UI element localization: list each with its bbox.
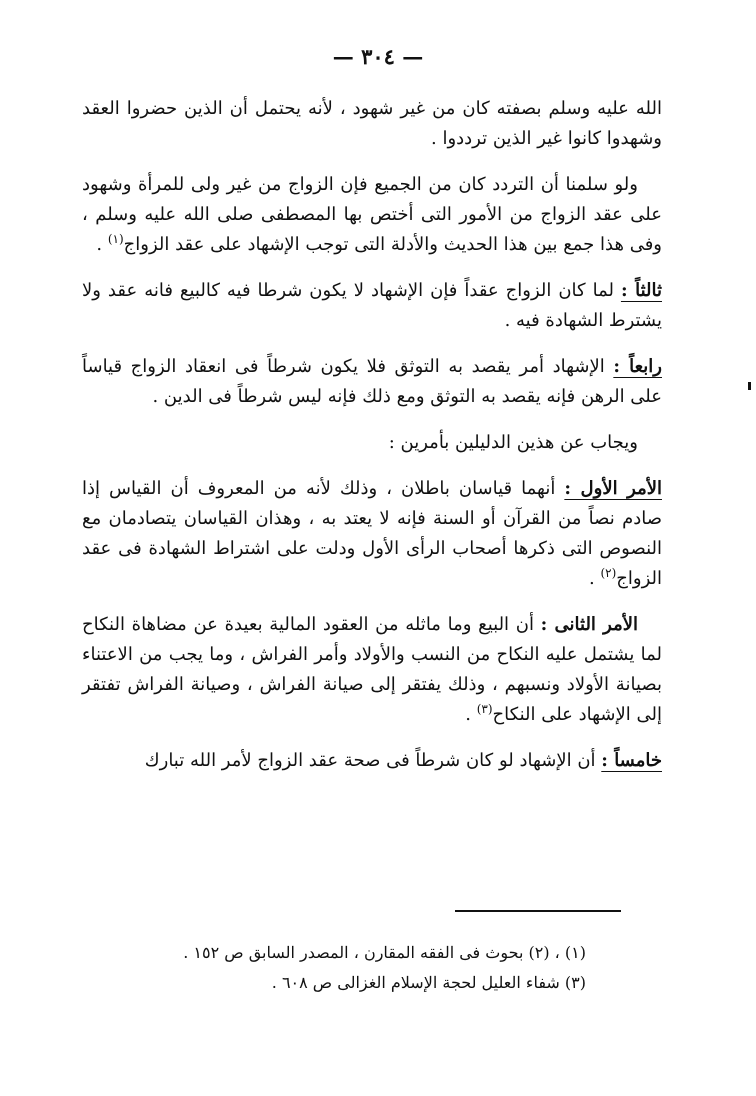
paragraph-fourthly bbox=[82, 352, 662, 412]
paragraph-thirdly-text: لما كان الزواج عقداً فإن الإشهاد لا يكون شرطا فيه كالبيع فانه عقد ولا يشترط الشهادة فيه . bbox=[82, 280, 662, 331]
paragraph-1-text: الله عليه وسلم بصفته كان من غير شهود ، لأنه يحتمل أن الذين حضروا العقد وشهدوا كانوا غير الذين ترددوا . bbox=[82, 98, 662, 149]
heading-second-matter: الأمر الثانى : bbox=[540, 614, 638, 635]
footnote-2: (٣) شفاء العليل لحجة الإسلام الغزالى ص ٦٠٨ . bbox=[271, 973, 586, 992]
paragraph-first-matter bbox=[82, 474, 662, 594]
footnote-ref-2: (٢) bbox=[600, 566, 617, 580]
paragraph-2-end: . bbox=[96, 234, 103, 255]
paragraph-2 bbox=[82, 170, 662, 260]
paragraph-second-matter-end: . bbox=[465, 704, 471, 725]
paragraph-second-matter-text: أن البيع وما ماثله من العقود المالية بعيدة عن مضاهاة النكاح لما يشتمل عليه النكاح من النسب والأولاد وأمر الفراش ، وما يجب من الاعتناء بصيانة الأولاد ونسبهم ، وذلك يفتقر إلى صيانة الفراش ، وصيانة الفراش تفتقر إلى الإشهاد على النكاح bbox=[82, 614, 662, 725]
paragraph-fifthly-text: أن الإشهاد لو كان شرطاً فى صحة عقد الزواج لأمر الله تبارك bbox=[144, 750, 602, 771]
footnotes bbox=[166, 938, 586, 998]
paragraph-2-text: ولو سلمنا أن التردد كان من الجميع فإن الزواج من غير ولى للمرأة وشهود على عقد الزواج من الأمور التى أختص بها المصطفى صلى الله عليه وسلم ، وفى هذا جمع بين هذا الحديث والأدلة التى توجب الإشهاد على عقد الزواج bbox=[82, 174, 662, 255]
paragraph-1 bbox=[82, 94, 662, 154]
heading-first-matter: الأمر الأول : bbox=[564, 478, 662, 499]
footnote-divider bbox=[455, 910, 621, 912]
scan-margin-mark bbox=[748, 382, 751, 390]
paragraph-reply-intro bbox=[82, 428, 662, 458]
heading-fifthly: خامساً : bbox=[601, 750, 662, 771]
heading-thirdly: ثالثاً : bbox=[620, 280, 662, 301]
paragraph-thirdly bbox=[82, 276, 662, 336]
body-text bbox=[82, 94, 662, 792]
paragraph-fifthly bbox=[82, 746, 662, 776]
heading-fourthly: رابعاً : bbox=[613, 356, 662, 377]
paragraph-first-matter-text: أنهما قياسان باطلان ، وذلك لأنه من المعروف أن القياس إذا صادم نصاً من القرآن أو السنة فإنه لا يعتد به ، وهذان القياسان يتصادمان مع النصوص التى ذكرها أصحاب الرأى الأول ودلت على اشتراط الشهادة فى عقد الزواج bbox=[82, 478, 663, 589]
paragraph-second-matter bbox=[82, 610, 662, 730]
page-number: — ٣٠٤ — bbox=[332, 44, 424, 69]
footnote-1: (١) ، (٢) بحوث فى الفقه المقارن ، المصدر السابق ص ١٥٢ . bbox=[183, 943, 586, 962]
footnote-ref-3: (٣) bbox=[476, 702, 493, 716]
paragraph-fourthly-text: الإشهاد أمر يقصد به التوثق فلا يكون شرطاً فى انعقاد الزواج قياساً على الرهن فإنه يقصد به التوثق ومع ذلك فإنه ليس شرطاً فى الدين . bbox=[82, 356, 662, 407]
paragraph-first-matter-end: . bbox=[588, 568, 595, 589]
footnote-ref-1: (١) bbox=[107, 232, 124, 246]
paragraph-reply-intro-text: ويجاب عن هذين الدليلين بأمرين : bbox=[388, 432, 638, 453]
